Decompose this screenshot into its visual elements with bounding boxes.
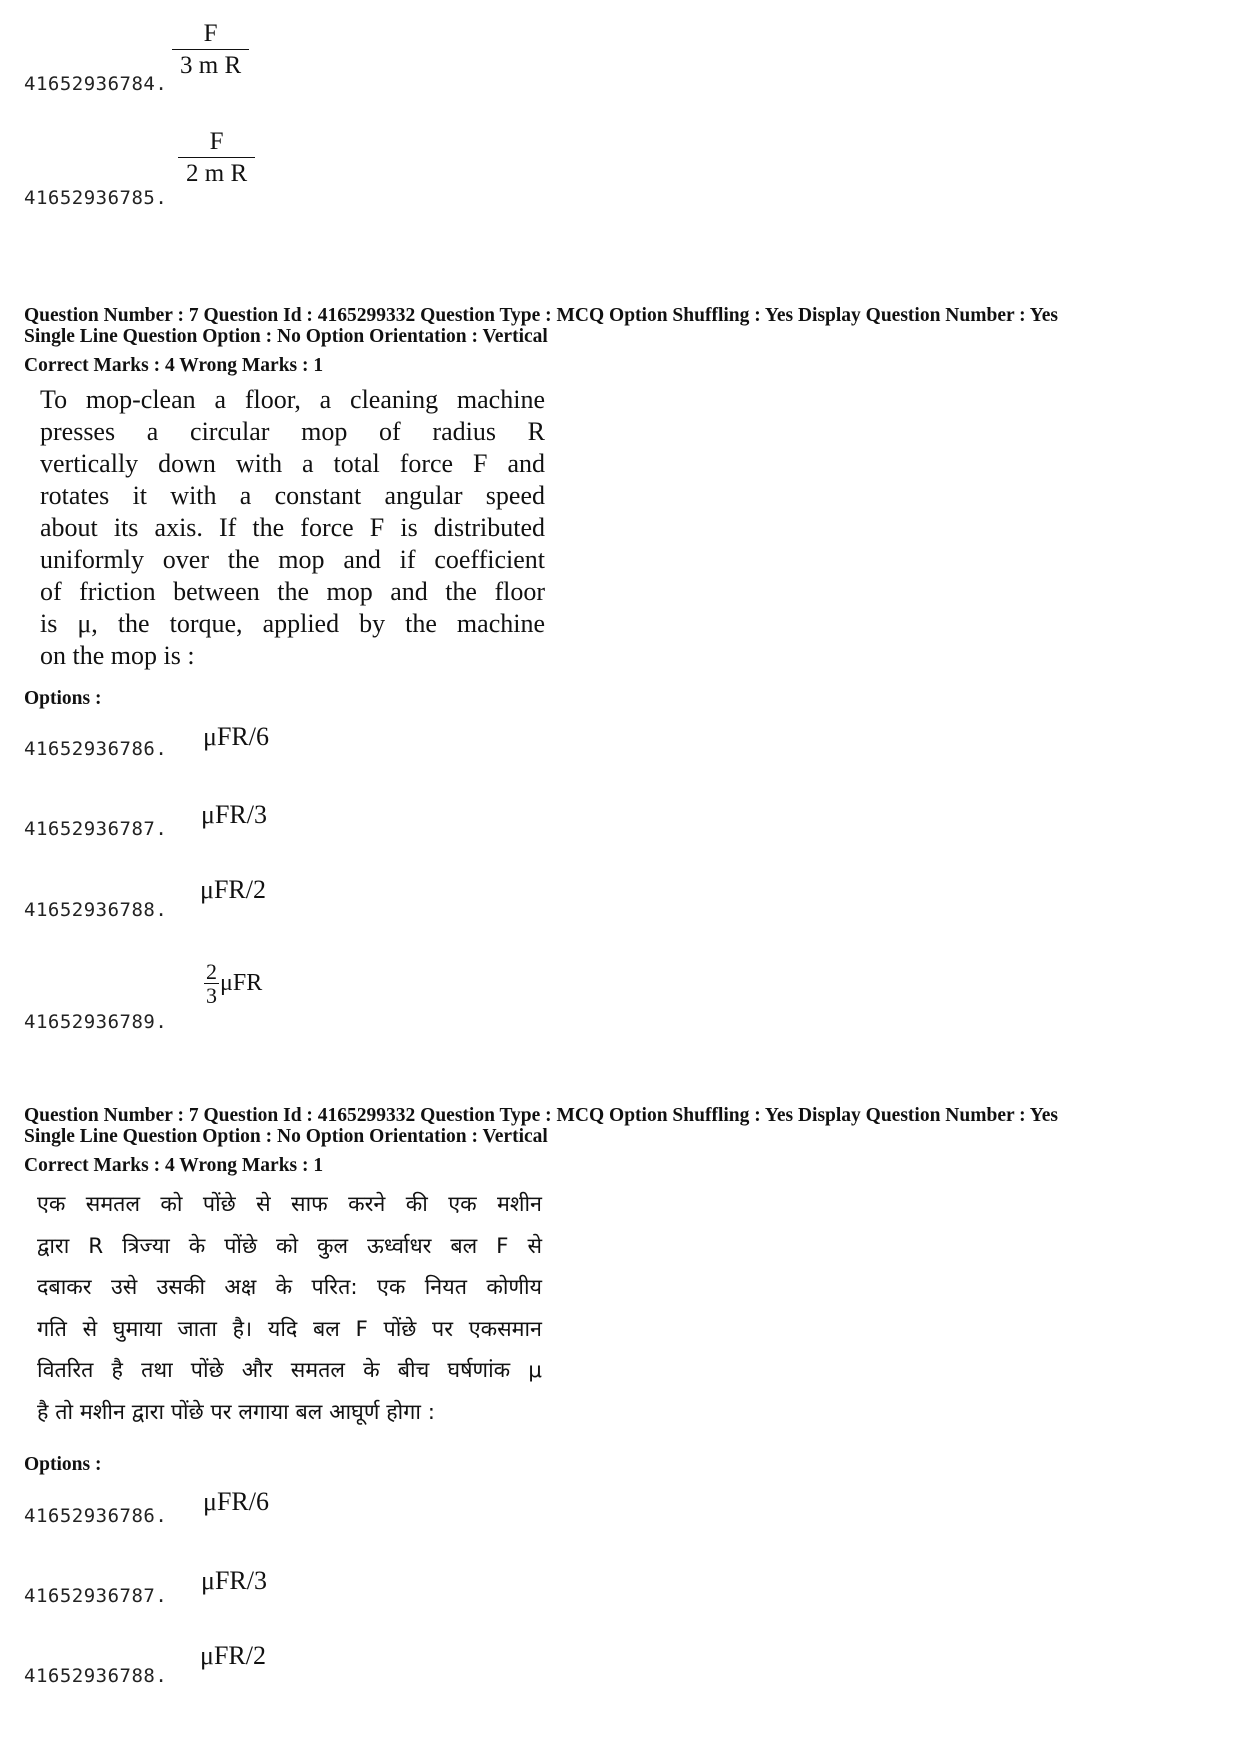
- coefficient-fraction: [204, 960, 219, 1007]
- question-line: uniformly over the mop and if coefficient: [40, 545, 545, 574]
- question-meta-line2: Single Line Question Option : No Option Orientation : Vertical: [24, 326, 548, 347]
- question-line: गति से घुमाया जाता है। यदि बल F पोंछे पर एकसमान: [37, 1316, 542, 1342]
- question-text: [37, 1184, 542, 1433]
- question-text: [40, 384, 545, 672]
- question-meta: Question Number : 7 Question Id : 4165299332 Question Type : MCQ Option Shuffling : Yes Display Question Number : Yes: [24, 1105, 1058, 1126]
- option-value: μFR/2: [200, 875, 266, 904]
- question-meta: Question Number : 7 Question Id : 4165299332 Question Type : MCQ Option Shuffling : Yes Display Question Number : Yes: [24, 305, 1058, 326]
- fraction-denominator: 3 m R: [172, 49, 249, 81]
- fraction-numerator: F: [203, 20, 218, 47]
- option-id: 41652936788.: [24, 899, 168, 921]
- option-value: μFR: [220, 970, 263, 997]
- option-value: μFR/3: [201, 1566, 267, 1595]
- question-line: एक समतल को पोंछे से साफ करने की एक मशीन: [37, 1192, 542, 1217]
- question-line: To mop-clean a floor, a cleaning machine: [40, 385, 545, 414]
- option-fraction: [172, 20, 249, 81]
- option-id: 41652936786.: [24, 1505, 168, 1527]
- options-label: Options :: [24, 1454, 102, 1475]
- option-id: 41652936789.: [24, 1011, 168, 1033]
- question-meta-line2: Single Line Question Option : No Option Orientation : Vertical: [24, 1126, 548, 1147]
- question-line: presses a circular mop of radius R: [40, 417, 545, 446]
- option-id: 41652936786.: [24, 738, 168, 760]
- fraction-numerator: F: [209, 128, 224, 155]
- question-line: है तो मशीन द्वारा पोंछे पर लगाया बल आघूर्ण होगा :: [37, 1399, 435, 1425]
- option-id: 41652936787.: [24, 1585, 168, 1607]
- question-line: rotates it with a constant angular speed: [40, 481, 545, 510]
- option-value: μFR/2: [200, 1641, 266, 1670]
- option-id: 41652936784.: [24, 73, 168, 95]
- fraction-denominator: 3: [206, 983, 217, 1009]
- option-fraction: [178, 128, 255, 189]
- question-line: is μ, the torque, applied by the machine: [40, 609, 545, 638]
- question-line: वितरित है तथा पोंछे और समतल के बीच घर्षणांक μ: [37, 1358, 542, 1383]
- question-marks: Correct Marks : 4 Wrong Marks : 1: [24, 1155, 324, 1176]
- option-value: μFR/6: [203, 1487, 269, 1516]
- question-marks: Correct Marks : 4 Wrong Marks : 1: [24, 355, 324, 376]
- option-id: 41652936785.: [24, 187, 168, 209]
- question-line: about its axis. If the force F is distributed: [40, 513, 545, 542]
- question-line: द्वारा R त्रिज्या के पोंछे को कुल ऊर्ध्वाधर बल F से: [37, 1233, 542, 1259]
- question-line: vertically down with a total force F and: [40, 449, 545, 478]
- option-id: 41652936787.: [24, 818, 168, 840]
- option-mixed-fraction: [204, 960, 262, 1007]
- question-line: of friction between the mop and the floor: [40, 577, 545, 606]
- options-label: Options :: [24, 688, 102, 709]
- fraction-denominator: 2 m R: [178, 157, 255, 189]
- fraction-numerator: 2: [206, 959, 217, 984]
- question-line: दबाकर उसे उसकी अक्ष के परित: एक नियत कोणीय: [37, 1275, 542, 1300]
- option-value: μFR/6: [203, 722, 269, 751]
- option-id: 41652936788.: [24, 1665, 168, 1687]
- option-value: μFR/3: [201, 800, 267, 829]
- question-line: on the mop is :: [40, 641, 195, 670]
